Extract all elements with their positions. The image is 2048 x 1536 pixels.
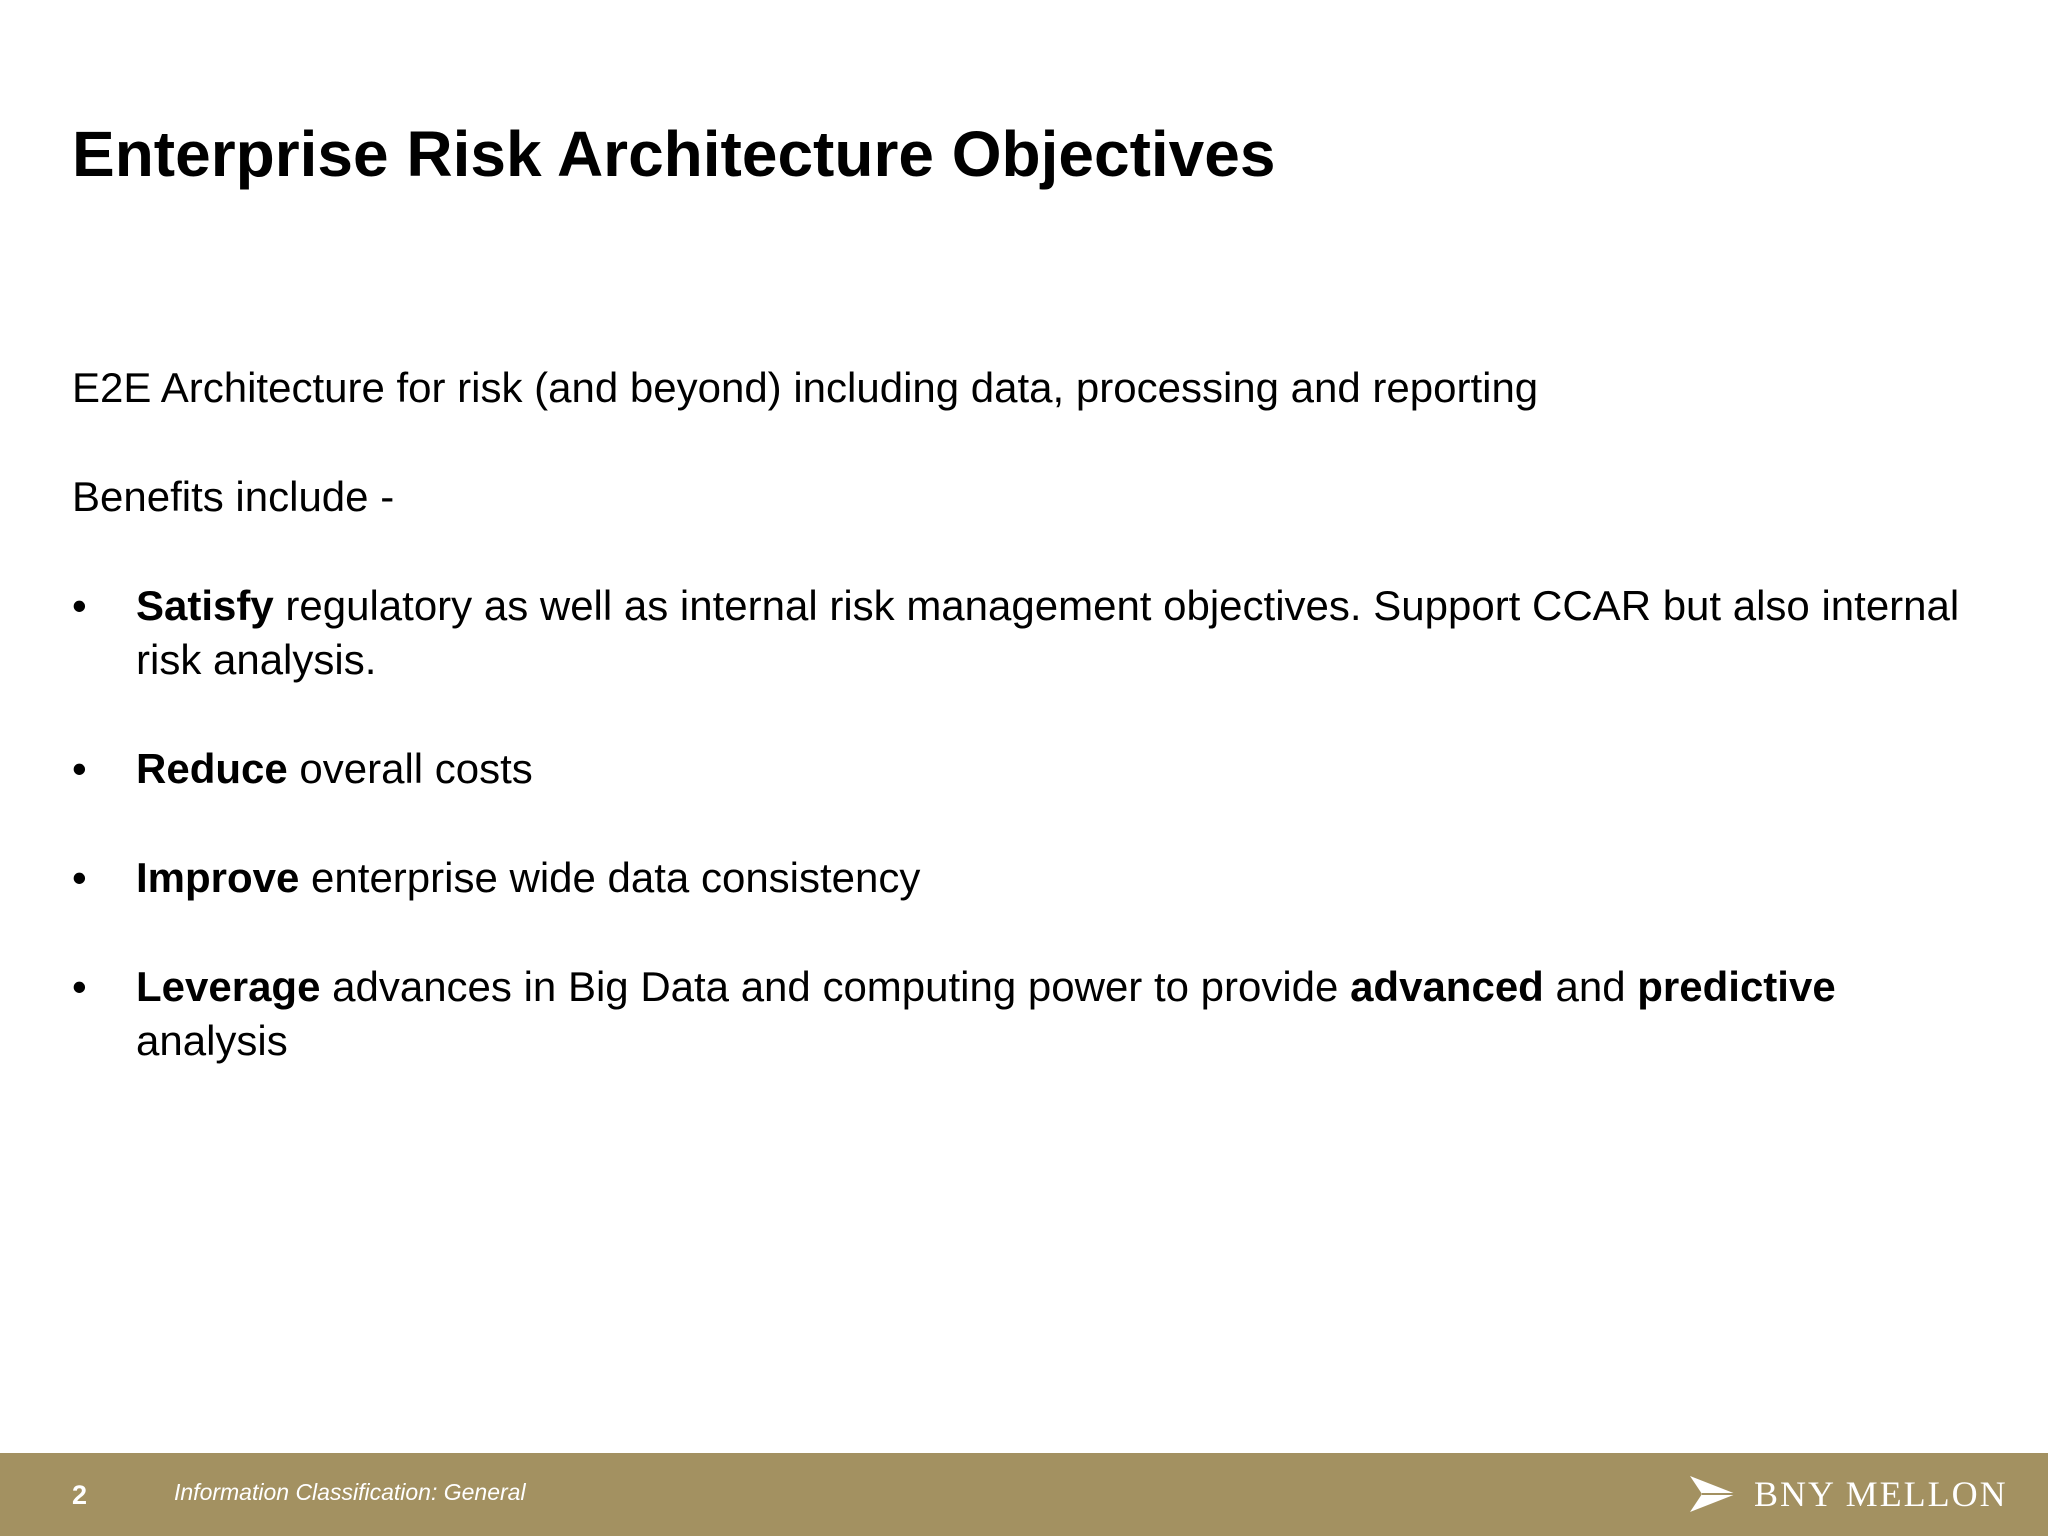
intro-text: E2E Architecture for risk (and beyond) including data, processing and reporting [72, 364, 1539, 411]
bullet-item-reduce [72, 742, 1992, 796]
bullet-icon: • [72, 582, 87, 629]
bullet-item-improve [72, 851, 1992, 905]
bullet-keyword: Improve [136, 854, 300, 901]
bullet-text [136, 851, 1992, 905]
bullet-keyword: Reduce [136, 745, 288, 792]
logo-text: BNY MELLON [1754, 1474, 2008, 1514]
bullet-body: enterprise wide data consistency [299, 854, 921, 901]
bullet-body-analysis: analysis [136, 1017, 288, 1064]
bullet-icon: • [72, 745, 87, 792]
benefits-heading: Benefits include - [72, 473, 395, 520]
page-number: 2 [72, 1480, 88, 1510]
bullet-keyword: Satisfy [136, 582, 274, 629]
bullet-keyword: Leverage [136, 963, 321, 1010]
bullet-text [136, 742, 1992, 796]
classification-label: Information Classification: General [174, 1479, 526, 1505]
slide-title: Enterprise Risk Architecture Objectives [72, 118, 1276, 190]
company-logo [1688, 1471, 2008, 1517]
bullet-item-leverage [72, 960, 1992, 1068]
bullet-body-and: and [1543, 963, 1638, 1010]
bullet-keyword-predictive: predictive [1637, 963, 1836, 1010]
bullet-keyword-advanced: advanced [1350, 963, 1544, 1010]
bullet-body: regulatory as well as internal risk management objectives. Support CCAR but also internal risk analysis. [136, 582, 1960, 683]
bullet-text [136, 960, 1992, 1068]
bullet-body: overall costs [287, 745, 533, 792]
bullet-text [136, 579, 1992, 687]
footer-bar [0, 1453, 2048, 1536]
bullet-icon: • [72, 963, 87, 1010]
bny-mellon-arrow-icon [1688, 1474, 1738, 1514]
bullet-item-satisfy [72, 579, 1992, 687]
bullet-body: advances in Big Data and computing power to provide [320, 963, 1351, 1010]
bullet-icon: • [72, 854, 87, 901]
